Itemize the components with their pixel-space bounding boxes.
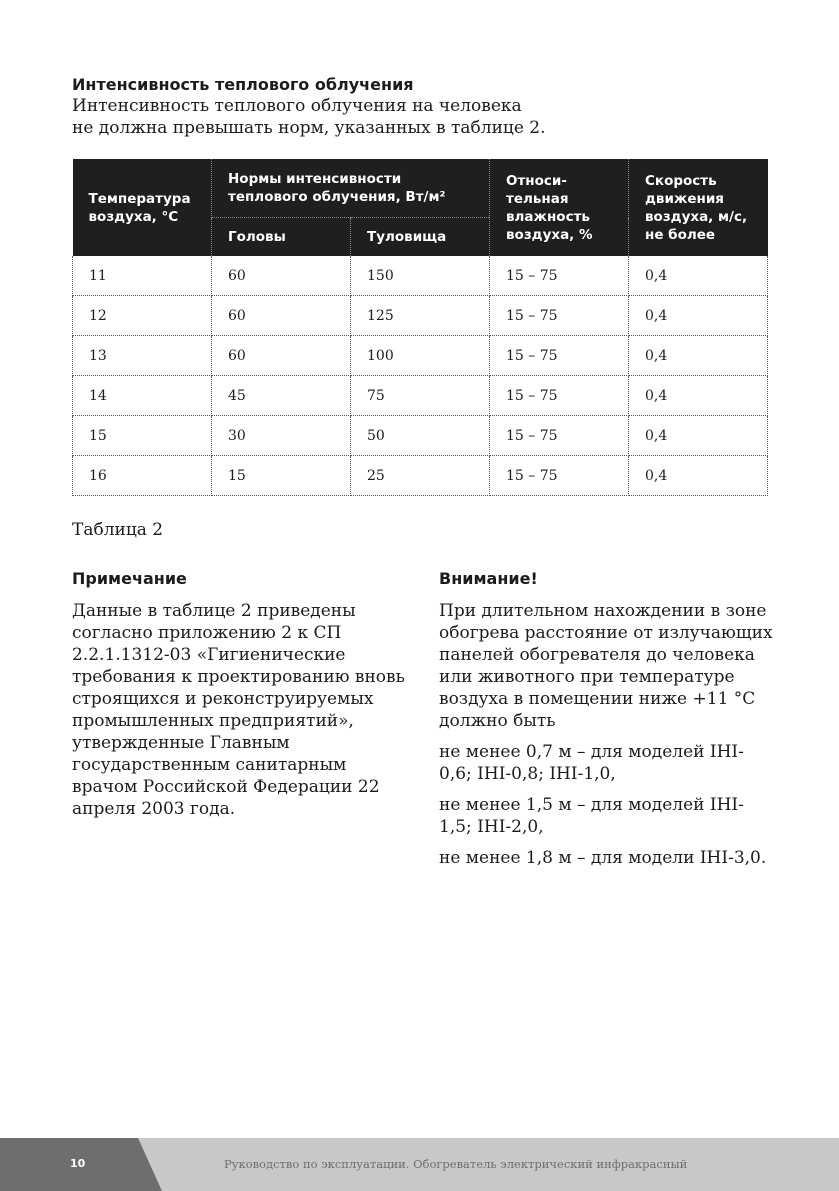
- cell-air-speed: 0,4: [629, 296, 768, 336]
- table-row: [73, 296, 768, 336]
- page-footer: [0, 1138, 839, 1191]
- attention-heading: Внимание!: [439, 569, 538, 588]
- cell-temperature: 12: [73, 296, 212, 336]
- table-row: [73, 376, 768, 416]
- cell-humidity: 15 – 75: [490, 456, 629, 496]
- header-air-speed: Скорость движения воздуха, м/с, не более: [629, 159, 768, 256]
- cell-humidity: 15 – 75: [490, 376, 629, 416]
- cell-head: 15: [212, 456, 351, 496]
- cell-head: 45: [212, 376, 351, 416]
- table-row: [73, 456, 768, 496]
- attention-section: [439, 568, 774, 869]
- cell-temperature: 14: [73, 376, 212, 416]
- cell-air-speed: 0,4: [629, 256, 768, 296]
- section-heading: Интенсивность теплового облучения: [72, 75, 414, 94]
- cell-air-speed: 0,4: [629, 336, 768, 376]
- cell-air-speed: 0,4: [629, 456, 768, 496]
- table-row: [73, 336, 768, 376]
- cell-torso: 25: [351, 456, 490, 496]
- cell-temperature: 15: [73, 416, 212, 456]
- cell-head: 30: [212, 416, 351, 456]
- cell-torso: 125: [351, 296, 490, 336]
- table-caption: Таблица 2: [72, 520, 164, 540]
- note-text: Данные в таблице 2 приведены согласно приложению 2 к СП 2.2.1.1312-03 «Гигиенические требования к проектированию вновь строящихся и реконструируемых промышленных предприятий», утвержденные Главным государственным санитарным врачом Российской Федерации 22 апреля 2003 года.: [72, 601, 405, 819]
- attention-paragraph: При длительном нахождении в зоне обогрева расстояние от излучающих панелей обогревателя до человека или животного при температуре воздуха в помещении ниже +11 °С должно быть: [439, 601, 773, 731]
- attention-paragraph: не менее 1,5 м – для моделей IHI-1,5; IHI-2,0,: [439, 795, 744, 837]
- cell-head: 60: [212, 336, 351, 376]
- cell-torso: 50: [351, 416, 490, 456]
- header-humidity: Относи- тельная влажность воздуха, %: [490, 159, 629, 256]
- attention-paragraph: не менее 0,7 м – для моделей IHI-0,6; IHI-0,8; IHI-1,0,: [439, 742, 744, 784]
- cell-torso: 150: [351, 256, 490, 296]
- header-norms: Нормы интенсивности теплового облучения, Вт/м²: [212, 159, 490, 218]
- cell-temperature: 16: [73, 456, 212, 496]
- intro-line-1: Интенсивность теплового облучения на человека: [72, 96, 522, 116]
- cell-temperature: 11: [73, 256, 212, 296]
- note-heading: Примечание: [72, 569, 187, 588]
- cell-head: 60: [212, 256, 351, 296]
- cell-humidity: 15 – 75: [490, 416, 629, 456]
- attention-paragraph: не менее 1,8 м – для модели IHI-3,0.: [439, 848, 767, 868]
- table-row: [73, 256, 768, 296]
- footer-title: Руководство по эксплуатации. Обогреватель электрический инфракрасный: [224, 1157, 688, 1171]
- page-number: 10: [70, 1157, 86, 1170]
- cell-humidity: 15 – 75: [490, 336, 629, 376]
- cell-air-speed: 0,4: [629, 416, 768, 456]
- cell-humidity: 15 – 75: [490, 296, 629, 336]
- header-torso: Туловища: [351, 218, 490, 257]
- norms-table: [72, 159, 768, 496]
- intro-line-2: не должна превышать норм, указанных в таблице 2.: [72, 118, 546, 138]
- cell-air-speed: 0,4: [629, 376, 768, 416]
- table-row: [73, 416, 768, 456]
- cell-head: 60: [212, 296, 351, 336]
- header-temperature: Температура воздуха, °С: [73, 159, 212, 256]
- header-head: Головы: [212, 218, 351, 257]
- cell-temperature: 13: [73, 336, 212, 376]
- note-section: [72, 568, 407, 820]
- cell-torso: 100: [351, 336, 490, 376]
- intro-section: [72, 74, 772, 139]
- cell-humidity: 15 – 75: [490, 256, 629, 296]
- cell-torso: 75: [351, 376, 490, 416]
